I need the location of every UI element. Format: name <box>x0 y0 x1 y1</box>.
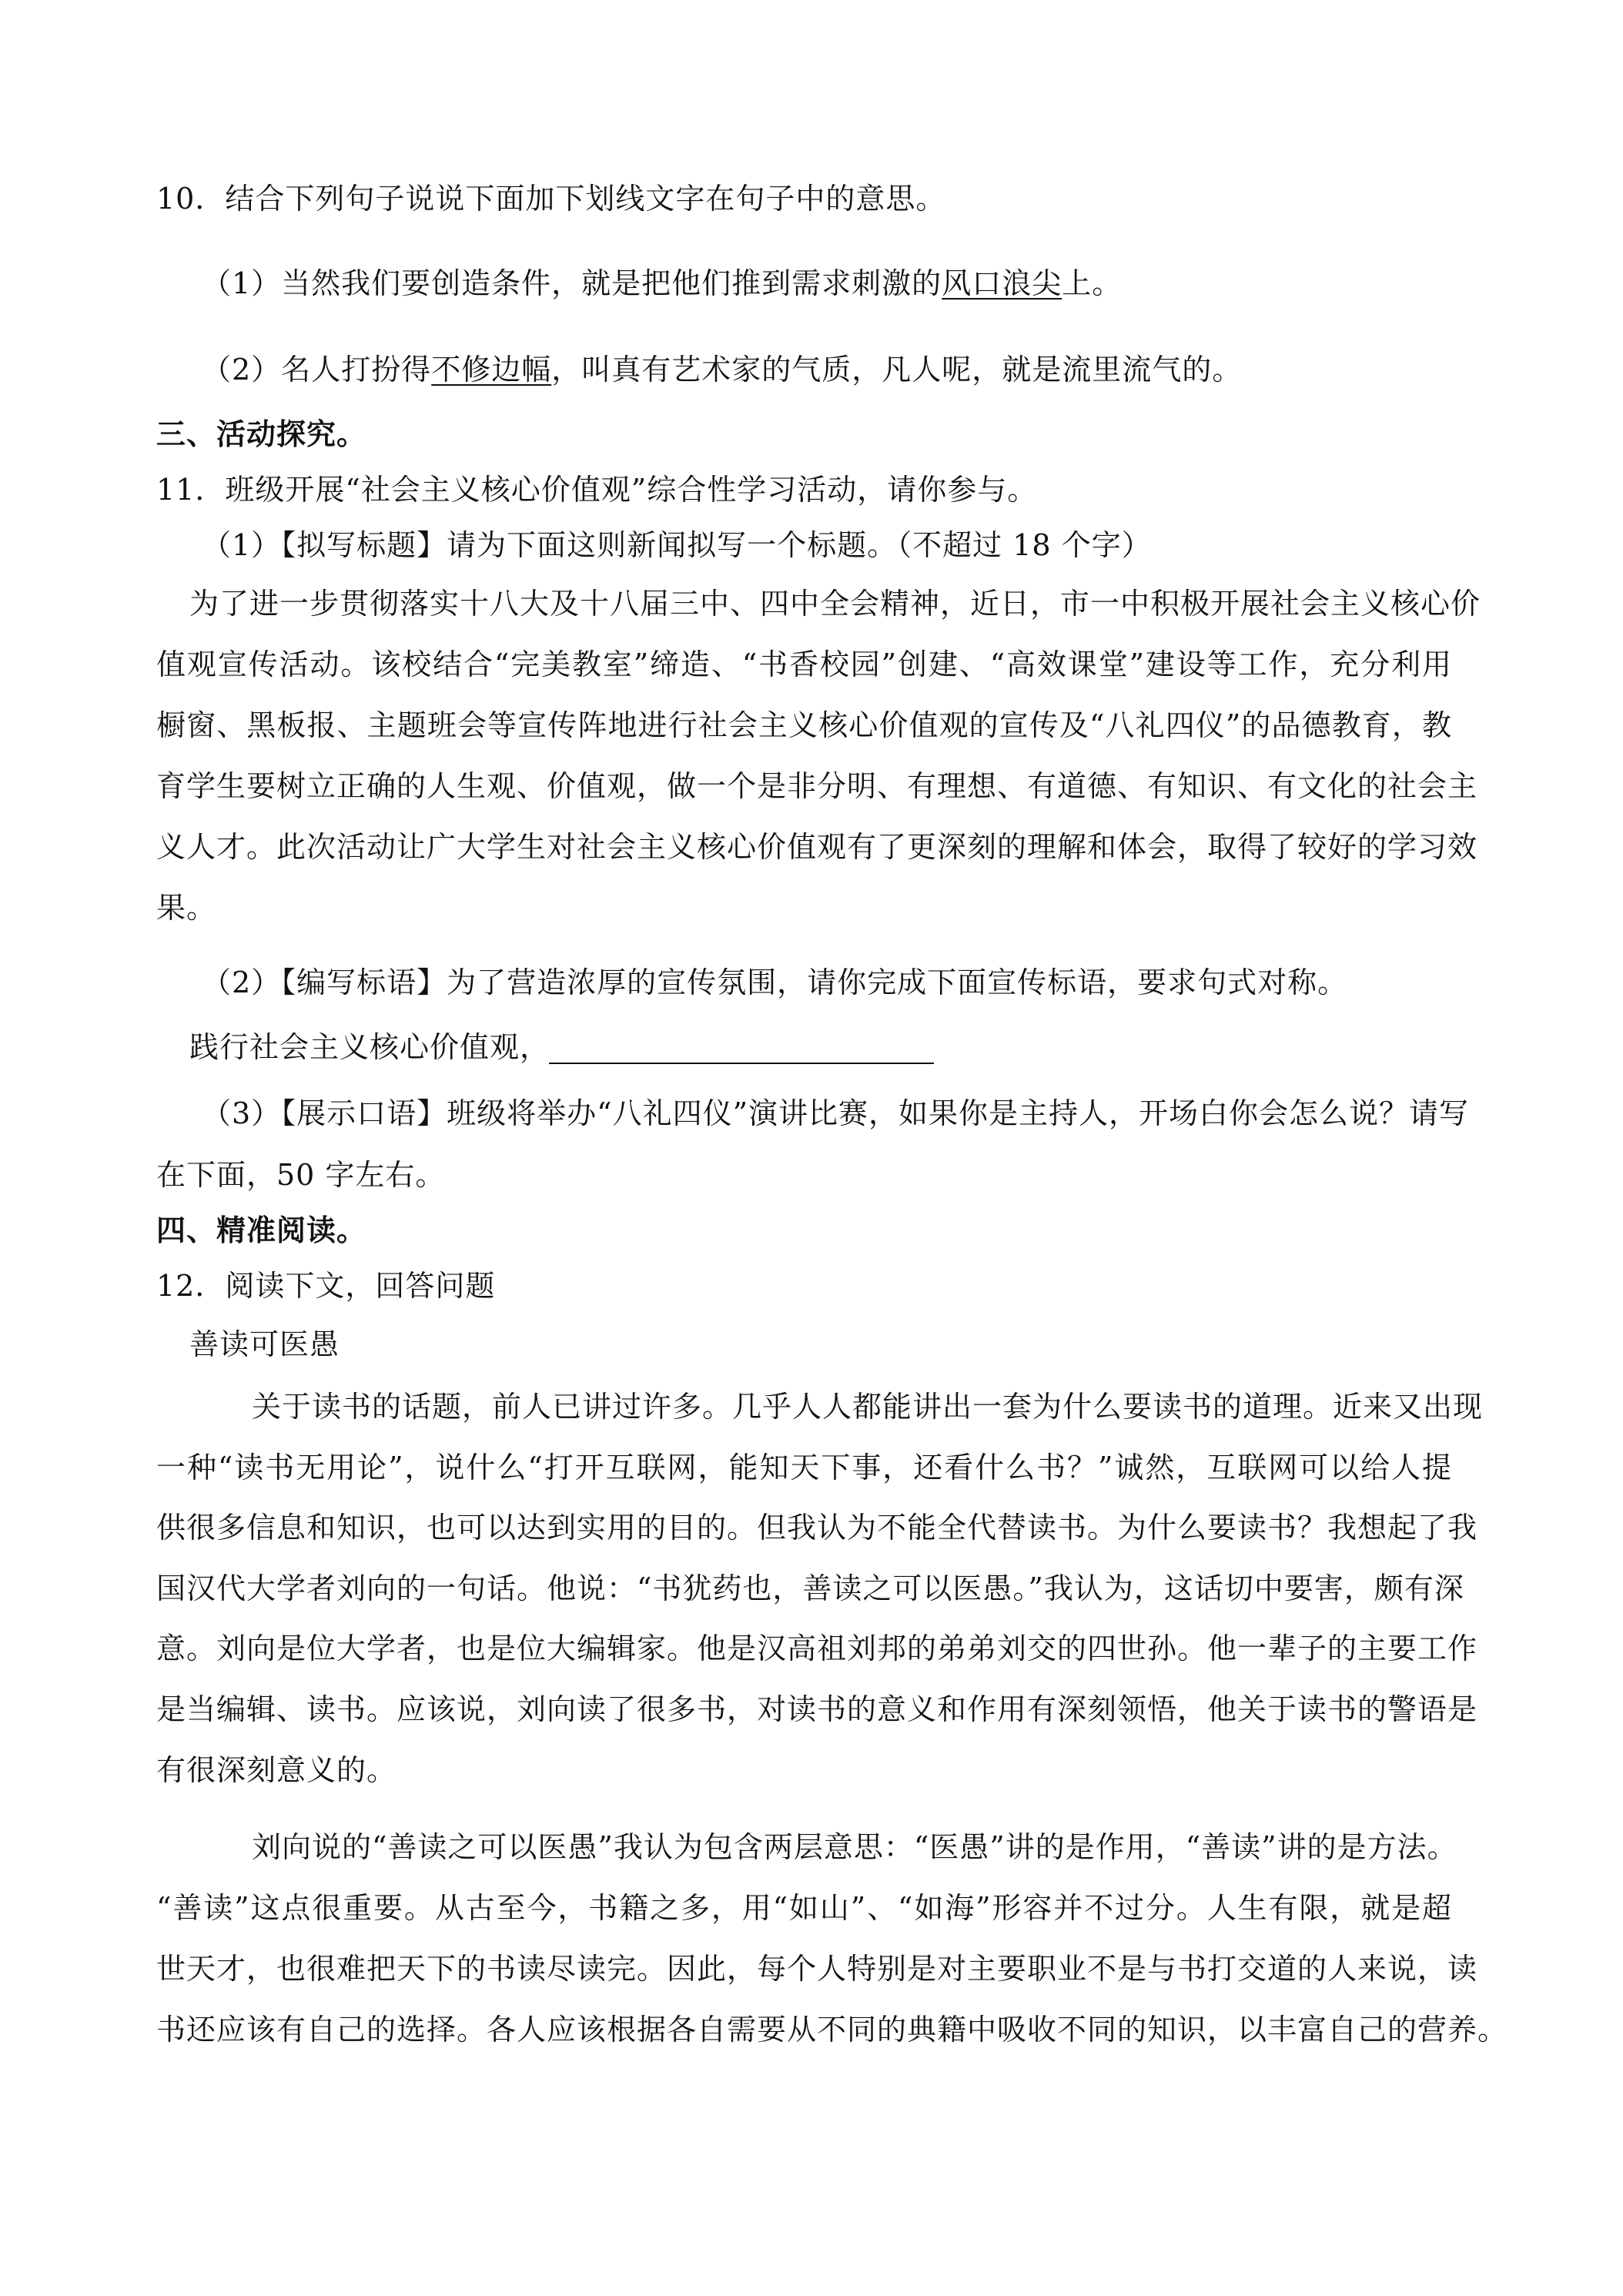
q11-part2-label: （2）【编写标语】为了营造浓厚的宣传氛围，请你完成下面宣传标语，要求句式对称。 <box>202 966 1348 999</box>
news-line-5: 义人才。此次活动让广大学生对社会主义核心价值观有了更深刻的理解和体会，取得了较好的学习效 <box>156 830 1478 864</box>
para1-line-3: 供很多信息和知识，也可以达到实用的目的。但我认为不能全代替读书。为什么要读书？我想起了我 <box>156 1511 1478 1545</box>
q10-sentence-2 <box>202 351 1242 388</box>
q10-s1-underlined: 风口浪尖 <box>942 266 1062 300</box>
q10-sentence-1 <box>202 265 1122 302</box>
q10-s2-after: ，叫真有艺术家的气质，凡人呢，就是流里流气的。 <box>551 353 1243 387</box>
section-3-title: 三、活动探究。 <box>156 417 367 451</box>
para2-line-1: 刘向说的“善读之可以医愚”我认为包含两层意思：“医愚”讲的是作用，“善读”讲的是方法。 <box>252 1830 1457 1864</box>
q10-s1-after: 上。 <box>1062 266 1123 300</box>
para1-line-5: 意。刘向是位大学者，也是位大编辑家。他是汉高祖刘邦的弟弟刘交的四世孙。他一辈子的主要工作 <box>156 1632 1478 1665</box>
para1-line-1: 关于读书的话题，前人已讲过许多。几乎人人都能讲出一套为什么要读书的道理。近来又出现 <box>252 1390 1484 1424</box>
para2-line-4: 书还应该有自己的选择。各人应该根据各自需要从不同的典籍中吸收不同的知识，以丰富自己的营养。 <box>156 2013 1508 2047</box>
news-line-6: 果。 <box>156 891 217 925</box>
para1-line-6: 是当编辑、读书。应该说，刘向读了很多书，对读书的意义和作用有深刻领悟，他关于读书的警语是 <box>156 1692 1478 1726</box>
para1-line-7: 有很深刻意义的。 <box>156 1753 397 1787</box>
article-title: 善读可医愚 <box>189 1327 340 1361</box>
news-line-3: 橱窗、黑板报、主题班会等宣传阵地进行社会主义核心价值观的宣传及“八礼四仪”的品德教育，教 <box>156 708 1452 742</box>
slogan-answer-blank[interactable] <box>549 1063 934 1064</box>
q10-prompt: 10．结合下列句子说说下面加下划线文字在句子中的意思。 <box>156 182 946 216</box>
q11-part1-label: （1）【拟写标题】请为下面这则新闻拟写一个标题。（不超过 18 个字） <box>202 528 1152 562</box>
q12-prompt: 12．阅读下文，回答问题 <box>156 1269 496 1303</box>
para2-line-2: “善读”这点很重要。从古至今，书籍之多，用“如山”、“如海”形容并不过分。人生有限，就是超 <box>156 1891 1452 1925</box>
slogan-start: 践行社会主义核心价值观， <box>189 1030 550 1064</box>
q11-prompt: 11．班级开展“社会主义核心价值观”综合性学习活动，请你参与。 <box>156 473 1038 507</box>
q10-s2-underlined: 不修边幅 <box>431 353 552 387</box>
q11-part3-line2: 在下面，50 字左右。 <box>156 1158 446 1192</box>
news-line-2: 值观宣传活动。该校结合“完美教室”缔造、“书香校园”创建、“高效课堂”建设等工作，充分利用 <box>156 648 1452 681</box>
para1-line-2: 一种“读书无用论”，说什么“打开互联网，能知天下事，还看什么书？”诚然，互联网可以给人提 <box>156 1451 1452 1484</box>
section-4-title: 四、精准阅读。 <box>156 1213 367 1247</box>
q11-part3-line1: （3）【展示口语】班级将举办“八礼四仪”演讲比赛，如果你是主持人，开场白你会怎么说？请写 <box>202 1096 1470 1130</box>
q10-s1-before: （1）当然我们要创造条件，就是把他们推到需求刺激的 <box>202 266 942 300</box>
para2-line-3: 世天才，也很难把天下的书读尽读完。因此，每个人特别是对主要职业不是与书打交道的人来说，读 <box>156 1952 1478 1986</box>
news-line-1: 为了进一步贯彻落实十八大及十八届三中、四中全会精神，近日，市一中积极开展社会主义核心价 <box>189 587 1481 621</box>
q10-s2-before: （2）名人打扮得 <box>202 353 432 387</box>
para1-line-4: 国汉代大学者刘向的一句话。他说：“书犹药也，善读之可以医愚。”我认为，这话切中要害，颇有深 <box>156 1571 1464 1605</box>
news-line-4: 育学生要树立正确的人生观、价值观，做一个是非分明、有理想、有道德、有知识、有文化的社会主 <box>156 769 1478 803</box>
